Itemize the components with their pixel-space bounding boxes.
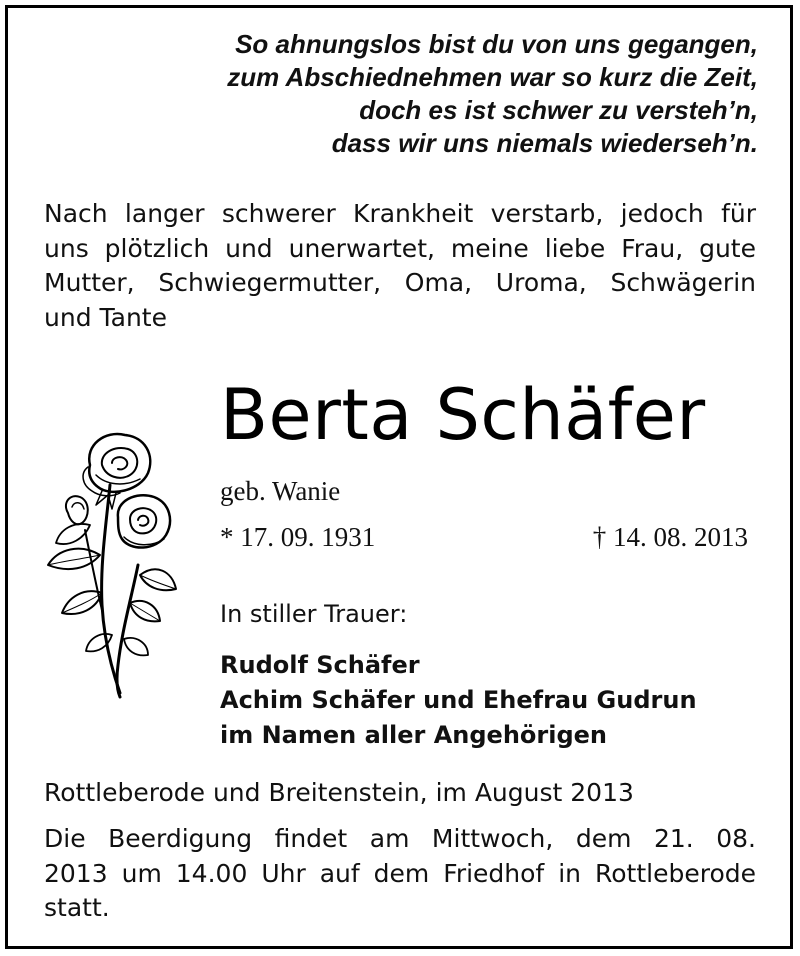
memorial-poem bbox=[58, 28, 758, 160]
mourning-heading: In stiller Trauer: bbox=[220, 600, 408, 628]
mourners-list bbox=[220, 648, 697, 753]
announcement-line: uns plötzlich und unerwartet, meine liebe Frau, gute bbox=[44, 233, 756, 263]
birth-date: * 17. 09. 1931 bbox=[220, 522, 376, 552]
poem-line: doch es ist schwer zu versteh’n, bbox=[359, 95, 758, 125]
poem-line: So ahnungslos bist du von uns gegangen, bbox=[235, 29, 758, 59]
announcement-line: Nach langer schwerer Krankheit verstarb, jedoch für bbox=[44, 199, 756, 228]
announcement-line: Mutter, Schwiegermutter, Oma, Uroma, Schwägerin bbox=[44, 268, 756, 297]
mourner: im Namen aller Angehörigen bbox=[220, 721, 608, 749]
death-announcement-text bbox=[44, 197, 756, 335]
funeral-line: statt. bbox=[44, 893, 110, 922]
funeral-line: 2013 um 14.00 Uhr auf dem Friedhof in Rottleberode bbox=[44, 858, 756, 888]
maiden-name: geb. Wanie bbox=[220, 476, 341, 506]
announcement-line: und Tante bbox=[44, 302, 167, 332]
funeral-notice bbox=[44, 822, 756, 926]
place-and-date: Rottleberode und Breitenstein, im August 2013 bbox=[44, 778, 634, 807]
mourner: Achim Schäfer und Ehefrau Gudrun bbox=[220, 686, 697, 714]
poem-line: dass wir uns niemals wiederseh’n. bbox=[331, 128, 758, 158]
deceased-name: Berta Schäfer bbox=[220, 374, 706, 456]
rose-icon bbox=[40, 425, 180, 705]
death-date: † 14. 08. 2013 bbox=[592, 522, 748, 552]
poem-line: zum Abschiednehmen war so kurz die Zeit, bbox=[227, 62, 758, 92]
funeral-line: Die Beerdigung findet am Mittwoch, dem 21. 08. bbox=[44, 824, 756, 853]
mourner: Rudolf Schäfer bbox=[220, 651, 420, 679]
